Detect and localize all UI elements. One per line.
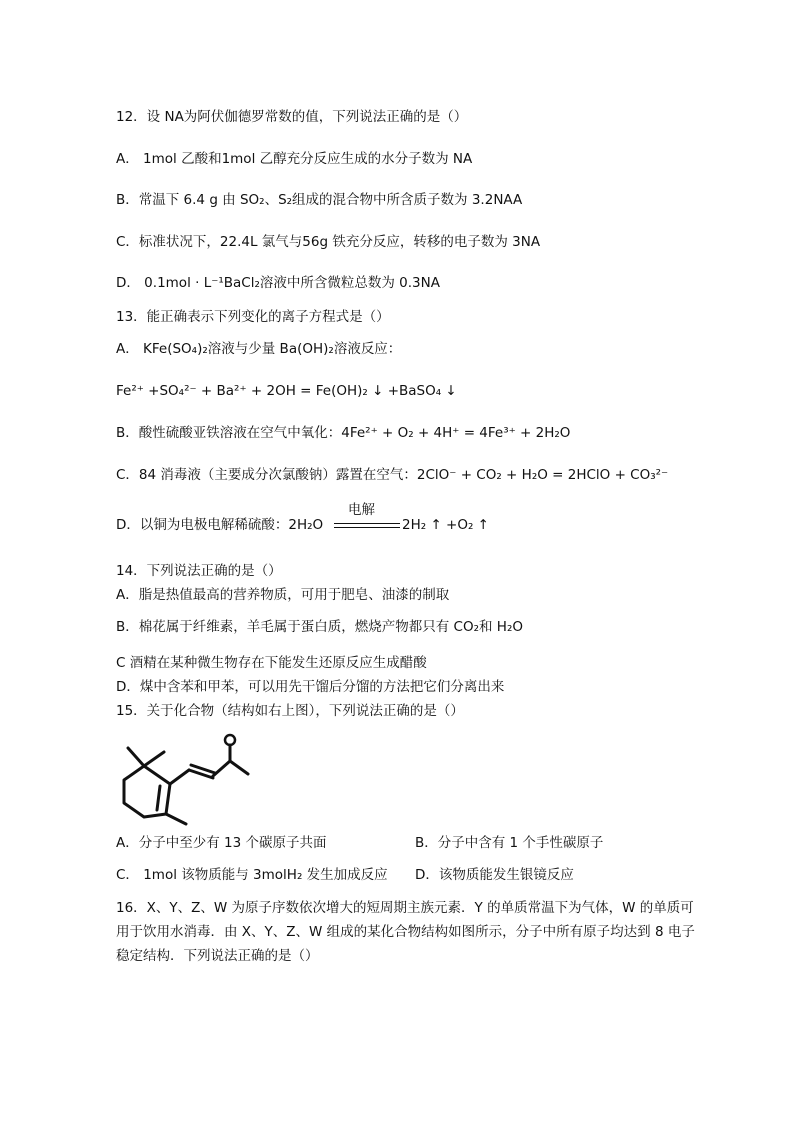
terminal-methyl — [230, 761, 248, 774]
q14-option-c: C 酒精在某种微生物存在下能发生还原反应生成醋酸 — [116, 655, 427, 671]
q15-stem: 15．关于化合物（结构如右上图），下列说法正确的是（） — [116, 703, 464, 719]
q14-option-d: D．煤中含苯和甲苯，可以用先干馏后分馏的方法把它们分离出来 — [116, 679, 505, 695]
q13-option-d-right: 2H₂ ↑ +O₂ ↑ — [402, 517, 489, 533]
chain-bond-1 — [170, 770, 189, 784]
reaction-arrow-line-top — [334, 523, 400, 524]
ring-bonds — [124, 766, 170, 817]
methyl-b — [144, 752, 164, 766]
q15-option-c: C． 1mol 该物质能与 3molH₂ 发生加成反应 — [116, 867, 388, 883]
q15-option-d: D．该物质能发生银镜反应 — [415, 867, 574, 883]
q14-stem: 14．下列说法正确的是（） — [116, 563, 282, 579]
reaction-arrow-line-bottom — [334, 527, 400, 528]
q16-stem: 16．X、Y、Z、W 为原子序数依次增大的短周期主族元素．Y 的单质常温下为气体，W 的单质可用于饮用水消毒．由 X、Y、Z、W 组成的某化合物结构如图所示，分子中所有原子均达到 8 电子稳定结构．下列说法正确的是（） — [116, 900, 695, 964]
q12-option-a: A． 1mol 乙酸和1mol 乙醇充分反应生成的水分子数为 NA — [116, 151, 473, 167]
q13-option-b: B．酸性硫酸亚铁溶液在空气中氧化：4Fe²⁺ + O₂ + 4H⁺ = 4Fe³⁺ + 2H₂O — [116, 425, 571, 441]
q13-stem: 13．能正确表示下列变化的离子方程式是（） — [116, 309, 390, 325]
ring-double-bond — [157, 786, 160, 810]
q13-option-c: C．84 消毒液（主要成分次氯酸钠）露置在空气：2ClO⁻ + CO₂ + H₂O = 2HClO + CO₃²⁻ — [116, 467, 669, 483]
q13-option-a-equation: Fe²⁺ +SO₄²⁻ + Ba²⁺ + 2OH = Fe(OH)₂ ↓ +BaSO₄ ↓ — [116, 383, 457, 399]
q12-stem: 12．设 NA为阿伏伽德罗常数的值，下列说法正确的是（） — [116, 109, 468, 125]
q15-option-b: B．分子中含有 1 个手性碳原子 — [415, 835, 604, 851]
q14-option-b: B．棉花属于纤维素，羊毛属于蛋白质，燃烧产物都只有 CO₂和 H₂O — [116, 619, 523, 635]
q12-option-d: D． 0.1mol · L⁻¹BaCl₂溶液中所含微粒总数为 0.3NA — [116, 275, 440, 291]
q13-option-d-condition: 电解 — [348, 502, 375, 518]
q12-option-b: B．常温下 6.4 g 由 SO₂、S₂组成的混合物中所含质子数为 3.2NAA — [116, 192, 523, 208]
q12-option-c: C．标准状况下，22.4L 氯气与56g 铁充分反应，转移的电子数为 3NA — [116, 234, 541, 250]
methyl-a — [128, 748, 144, 766]
q15-option-a: A．分子中至少有 13 个碳原子共面 — [116, 835, 327, 851]
q13-option-d-left: D．以铜为电极电解稀硫酸：2H₂O — [116, 517, 324, 533]
beta-ionone-structure-figure — [110, 728, 260, 828]
q13-option-a: A． KFe(SO₄)₂溶液与少量 Ba(OH)₂溶液反应： — [116, 341, 402, 357]
q14-option-a: A．脂是热值最高的营养物质，可用于肥皂、油漆的制取 — [116, 587, 450, 603]
chain-bond-2 — [213, 761, 230, 776]
methyl-c — [166, 814, 186, 824]
